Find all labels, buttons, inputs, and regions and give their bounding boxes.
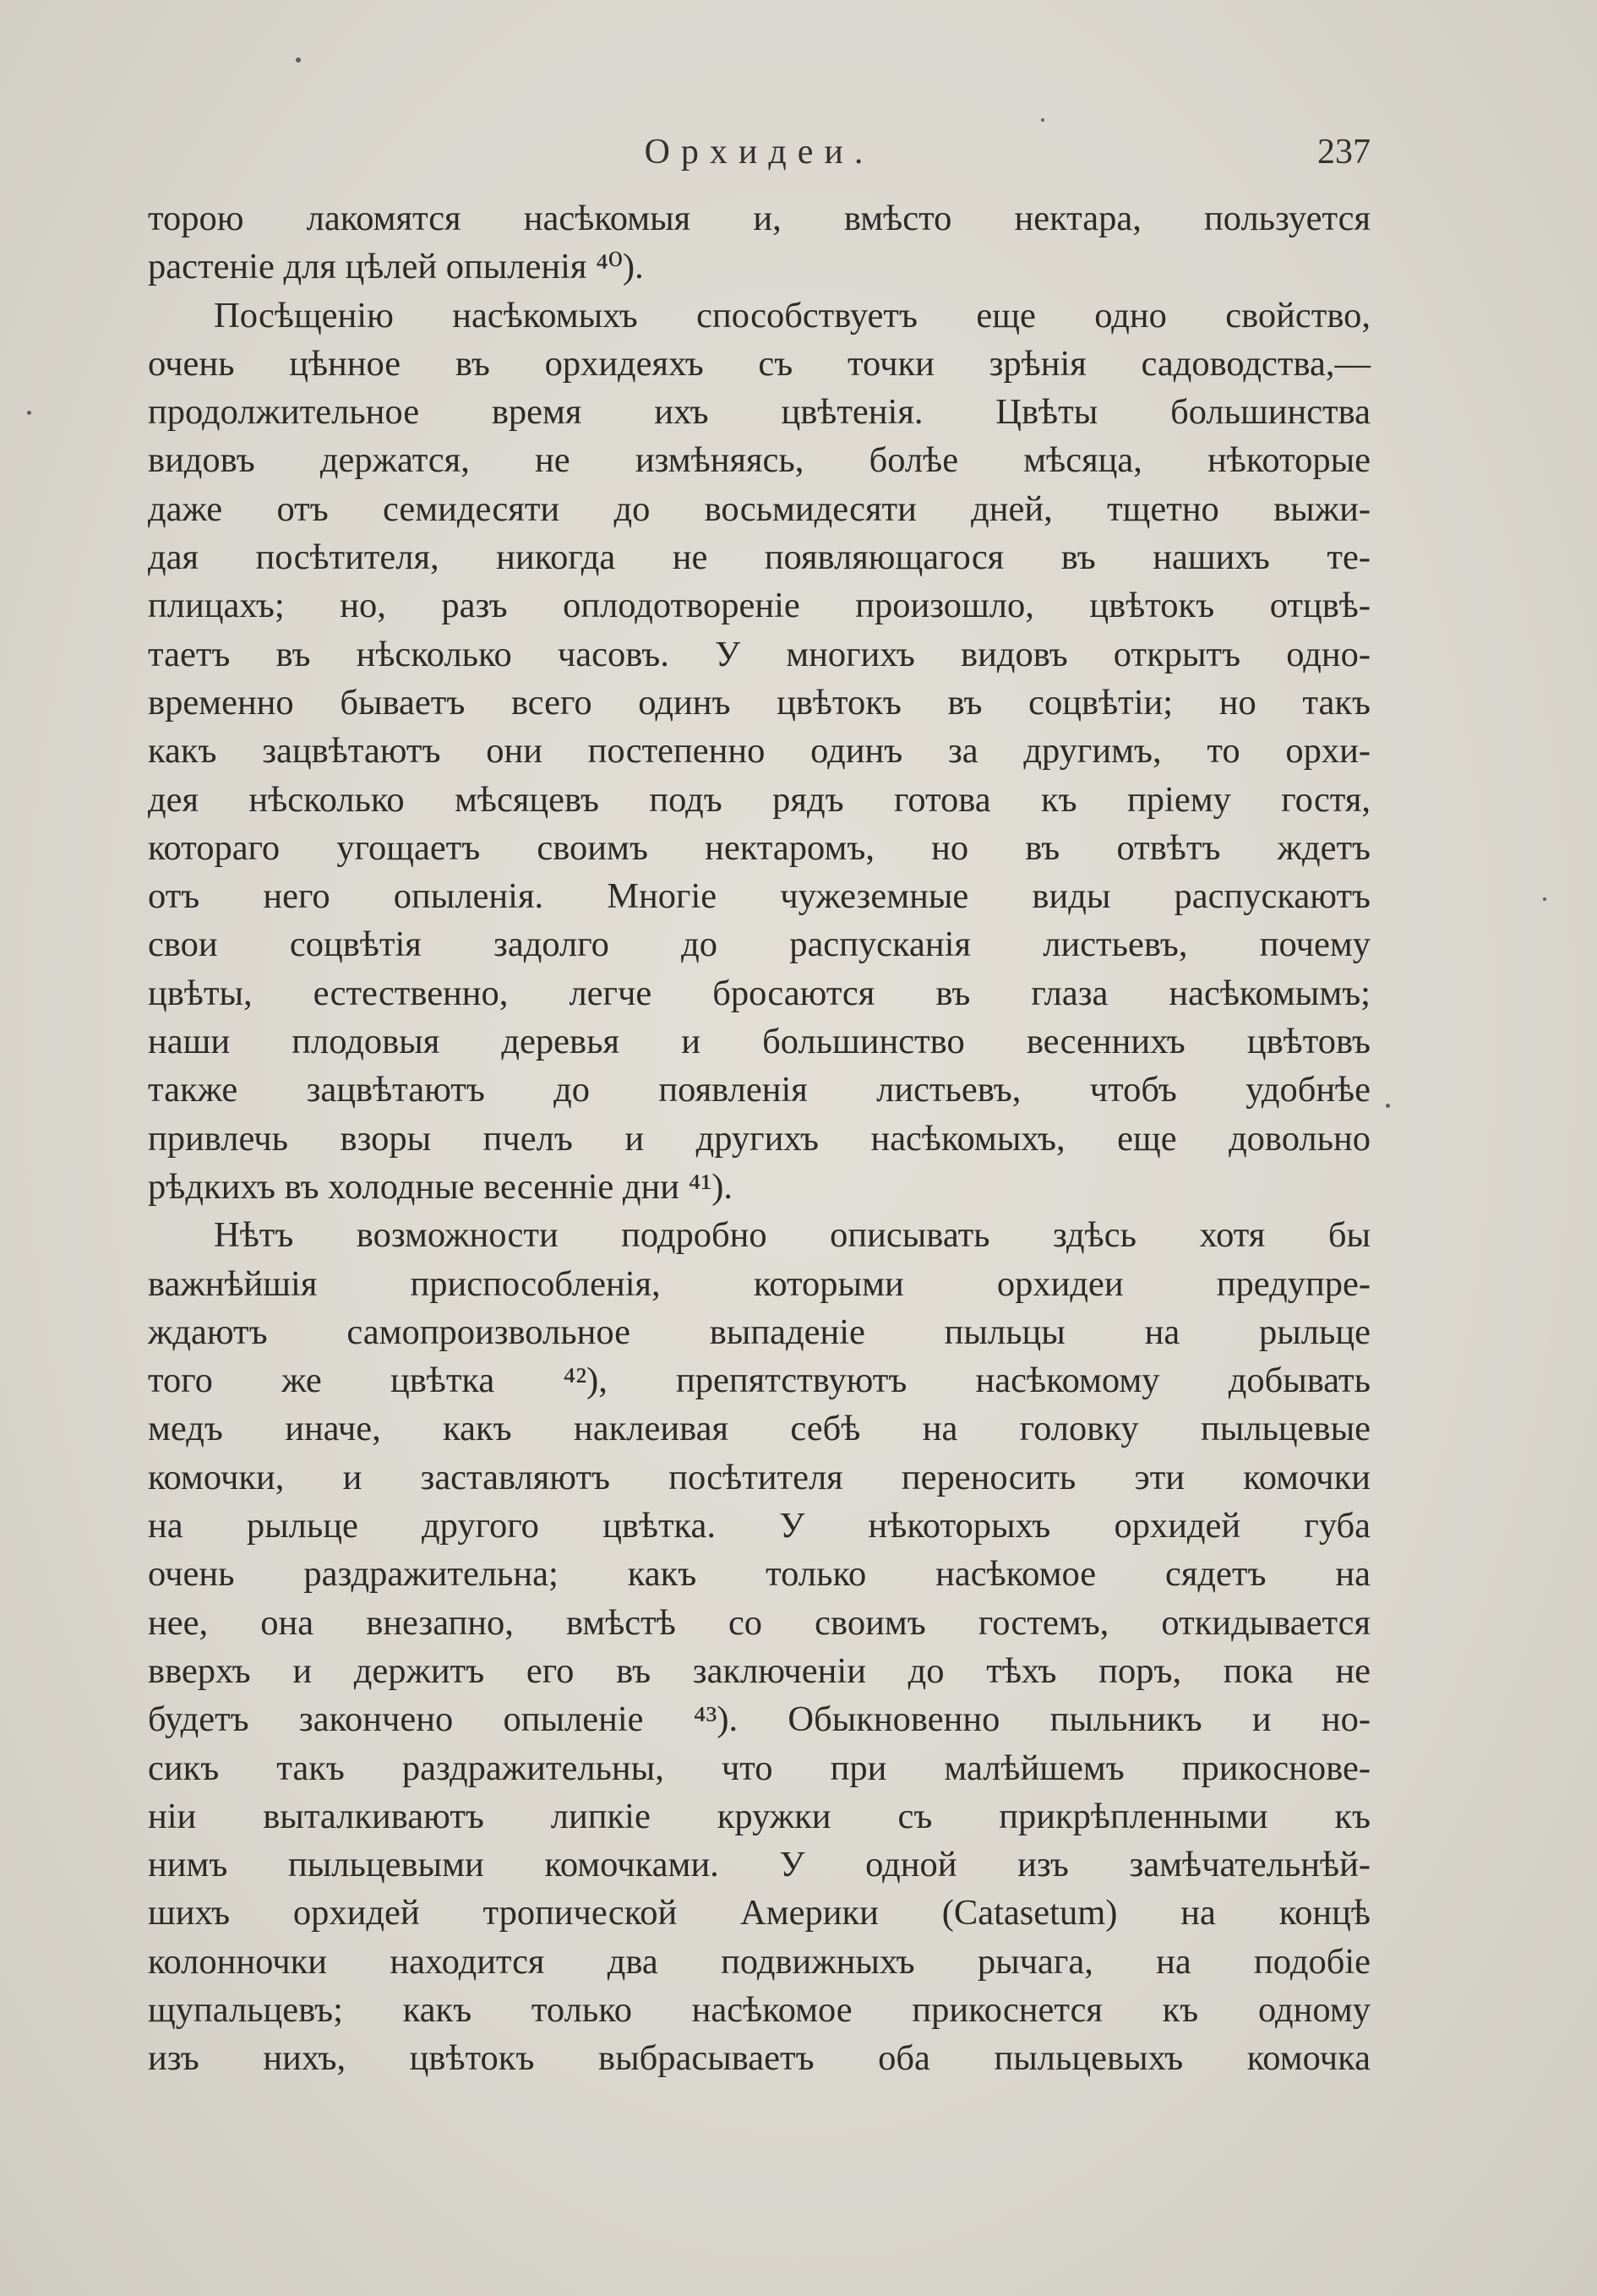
text-line: шихъ орхидей тропической Америки (Catasetum) на концѣ — [148, 1893, 1371, 1933]
text-line: привлечь взоры пчелъ и другихъ насѣкомыхъ, еще довольно — [148, 1118, 1371, 1159]
text-line: продолжительное время ихъ цвѣтенія. Цвѣты большинства — [148, 392, 1371, 433]
page-number: 237 — [1317, 133, 1371, 172]
text-line: какъ зацвѣтаютъ они постепенно одинъ за другимъ, то орхи- — [148, 731, 1371, 772]
text-line: ніи выталкиваютъ липкіе кружки съ прикрѣпленными къ — [148, 1796, 1371, 1836]
text-line: нее, она внезапно, вмѣстѣ со своимъ гостемъ, откидывается — [148, 1602, 1371, 1643]
text-line: вверхъ и держитъ его въ заключеніи до тѣхъ поръ, пока не — [148, 1650, 1371, 1691]
text-line: изъ нихъ, цвѣтокъ выбрасываетъ оба пыльцевыхъ комочка — [148, 2038, 1371, 2079]
page-header — [148, 125, 1371, 184]
text-line: таетъ въ нѣсколько часовъ. У многихъ видовъ открытъ одно- — [148, 634, 1371, 674]
text-line: того же цвѣтка ⁴²), препятствуютъ насѣкомому добывать — [148, 1361, 1371, 1401]
text-line: будетъ закончено опыленіе ⁴³). Обыкновенно пыльникъ и но- — [148, 1699, 1371, 1740]
text-line: торою лакомятся насѣкомыя и, вмѣсто нектара, пользуется — [148, 199, 1371, 238]
ink-speck — [1386, 1104, 1390, 1108]
body-text — [148, 194, 1371, 2083]
text-line: цвѣты, естественно, легче бросаются въ глаза насѣкомымъ; — [148, 973, 1371, 1013]
text-line: даже отъ семидесяти до восьмидесяти дней, тщетно выжи- — [148, 488, 1371, 529]
paragraph — [148, 1211, 1371, 2082]
text-line: очень раздражительна; какъ только насѣкомое сядетъ на — [148, 1554, 1371, 1595]
text-line: временно бываетъ всего одинъ цвѣтокъ въ соцвѣтіи; но такъ — [148, 682, 1371, 723]
text-line: свои соцвѣтія задолго до распусканія листьевъ, почему — [148, 924, 1371, 965]
text-line: Посѣщенію насѣкомыхъ способствуетъ еще одно свойство, — [214, 295, 1371, 335]
text-line: отъ него опыленія. Многіе чужеземные виды распускаютъ — [148, 876, 1371, 917]
ink-speck — [1041, 118, 1044, 122]
paragraph — [148, 292, 1371, 1212]
text-line: важнѣйшія приспособленія, которыми орхидеи предупре- — [148, 1263, 1371, 1304]
running-title: Орхидеи. — [644, 133, 875, 172]
text-line: Нѣтъ возможности подробно описывать здѣсь хотя бы — [214, 1215, 1371, 1256]
text-line: медъ иначе, какъ наклеивая себѣ на головку пыльцевые — [148, 1409, 1371, 1449]
text-line: дея нѣсколько мѣсяцевъ подъ рядъ готова къ пріему гостя, — [148, 779, 1371, 820]
text-line: на рыльце другого цвѣтка. У нѣкоторыхъ орхидей губа — [148, 1506, 1371, 1546]
text-line: очень цѣнное въ орхидеяхъ съ точки зрѣнія садоводства,— — [148, 343, 1371, 384]
ink-speck — [296, 57, 301, 63]
text-line: щупальцевъ; какъ только насѣкомое прикоснется къ одному — [148, 1989, 1371, 2030]
text-line: котораго угощаетъ своимъ нектаромъ, но въ отвѣтъ ждетъ — [148, 827, 1371, 868]
text-line: колонночки находится два подвижныхъ рычага, на подобіе — [148, 1941, 1371, 1982]
ink-speck — [27, 411, 31, 415]
text-line: сикъ такъ раздражительны, что при малѣйшемъ прикоснове- — [148, 1748, 1371, 1788]
text-line: ждаютъ самопроизвольное выпаденіе пыльцы на рыльце — [148, 1312, 1371, 1352]
text-line: плицахъ; но, разъ оплодотвореніе произошло, цвѣтокъ отцвѣ- — [148, 586, 1371, 626]
text-line: также зацвѣтаютъ до появленія листьевъ, чтобъ удобнѣе — [148, 1070, 1371, 1110]
text-line: наши плодовыя деревья и большинство весеннихъ цвѣтовъ — [148, 1022, 1371, 1062]
text-line: видовъ держатся, не измѣняясь, болѣе мѣсяца, нѣкоторые — [148, 440, 1371, 481]
text-line: комочки, и заставляютъ посѣтителя переносить эти комочки — [148, 1457, 1371, 1497]
text-line: растеніе для цѣлей опыленія ⁴⁰). — [148, 247, 644, 287]
text-line: дая посѣтителя, никогда не появляющагося въ нашихъ те- — [148, 537, 1371, 578]
ink-speck — [1543, 897, 1546, 901]
text-line: рѣдкихъ въ холодные весенніе дни ⁴¹). — [148, 1166, 733, 1207]
paragraph-continued — [148, 194, 1371, 292]
text-line: нимъ пыльцевыми комочками. У одной изъ замѣчательнѣй- — [148, 1845, 1371, 1885]
